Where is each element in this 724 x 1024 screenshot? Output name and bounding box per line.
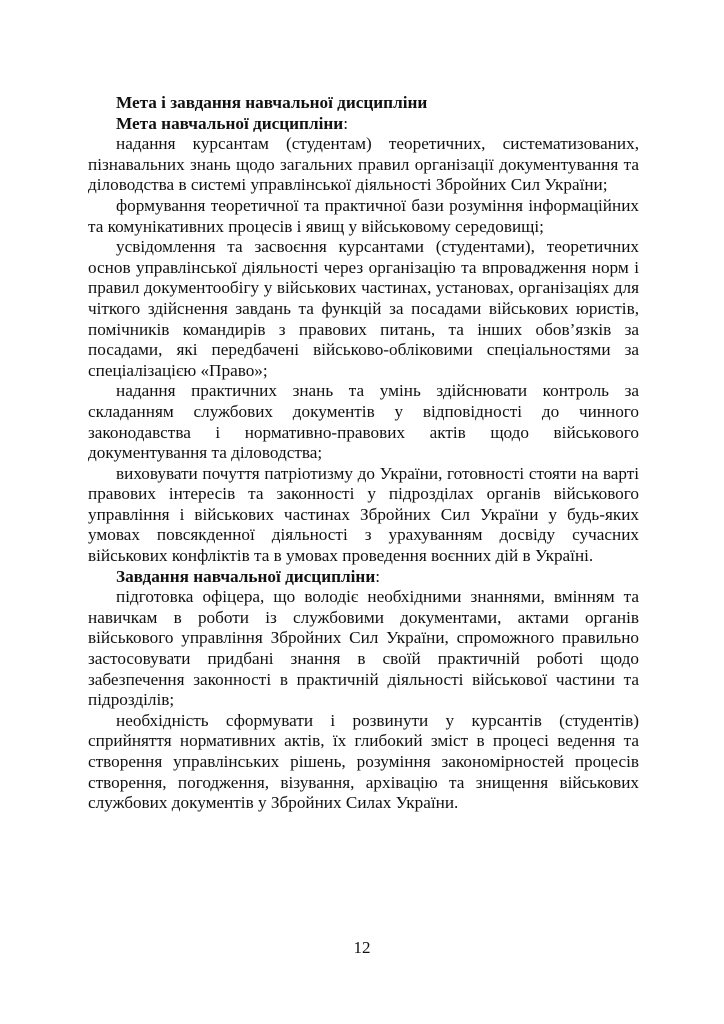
goal-heading-line (88, 114, 639, 135)
section-title: Мета і завдання навчальної дисципліни (116, 93, 428, 112)
document-page (88, 93, 639, 814)
tasks-heading: Завдання навчальної дисципліни (116, 566, 376, 586)
tasks-heading-line (88, 567, 639, 588)
page-number: 12 (353, 938, 371, 957)
task-paragraph-2: необхідність сформувати і розвинути у курсантів (студентів) сприйняття нормативних актів, їх глибокий зміст в процесі ведення та створення управлінських рішень, розуміння закономірностей процесів створення, погодження, візування, архівацію та знищення військових службових документів у Збройних Силах України. (88, 710, 639, 813)
goal-heading: Мета навчальної дисципліни (116, 113, 344, 133)
goal-paragraph-1: надання курсантам (студентам) теоретичних, систематизованих, пізнавальних знань щодо загальних правил організації документування та діловодства в системі управлінської діяльності Збройних Сил України; (88, 134, 639, 195)
task-paragraph-1: підготовка офіцера, що володіє необхідними знаннями, вмінням та навичкам в роботи із службовими документами, актами органів військового управління Збройних Сил України, спроможного правильно застосовувати придбані знання в своїй практичній роботі щодо забезпечення законності в практичній діяльності військової частини та підрозділів; (88, 587, 639, 710)
tasks-heading-colon: : (375, 566, 381, 586)
goal-paragraph-4: надання практичних знань та умінь здійснювати контроль за складанням службових документів у відповідності до чинного законодавства і нормативно-правових актів щодо військового документування та діловодства; (88, 381, 639, 463)
goal-heading-colon: : (343, 113, 348, 133)
goal-paragraph-2: формування теоретичної та практичної бази розуміння інформаційних та комунікативних процесів і явищ у військовому середовищі; (88, 195, 639, 236)
goal-paragraph-5: виховувати почуття патріотизму до України, готовності стояти на варті правових інтересів та законності у підрозділах органів військового управління і військових частинах Збройних Сил України у будь-яких умовах повсякденної діяльності з урахуванням досвіду сучасних військових конфліктів та в умовах проведення воєнних дій в Україні. (88, 463, 639, 566)
goal-paragraph-3: усвідомлення та засвоєння курсантами (студентами), теоретичних основ управлінської діяльності через організацію та впровадження норм і правил документообігу у військових частинах, установах, організаціях для чіткого здійснення завдань та функцій за посадами військових юристів, помічників командирів з правових питань, та інших обов’язків за посадами, які передбачені військово-обліковими спеціальностями за спеціалізацією «Право»; (88, 237, 639, 380)
